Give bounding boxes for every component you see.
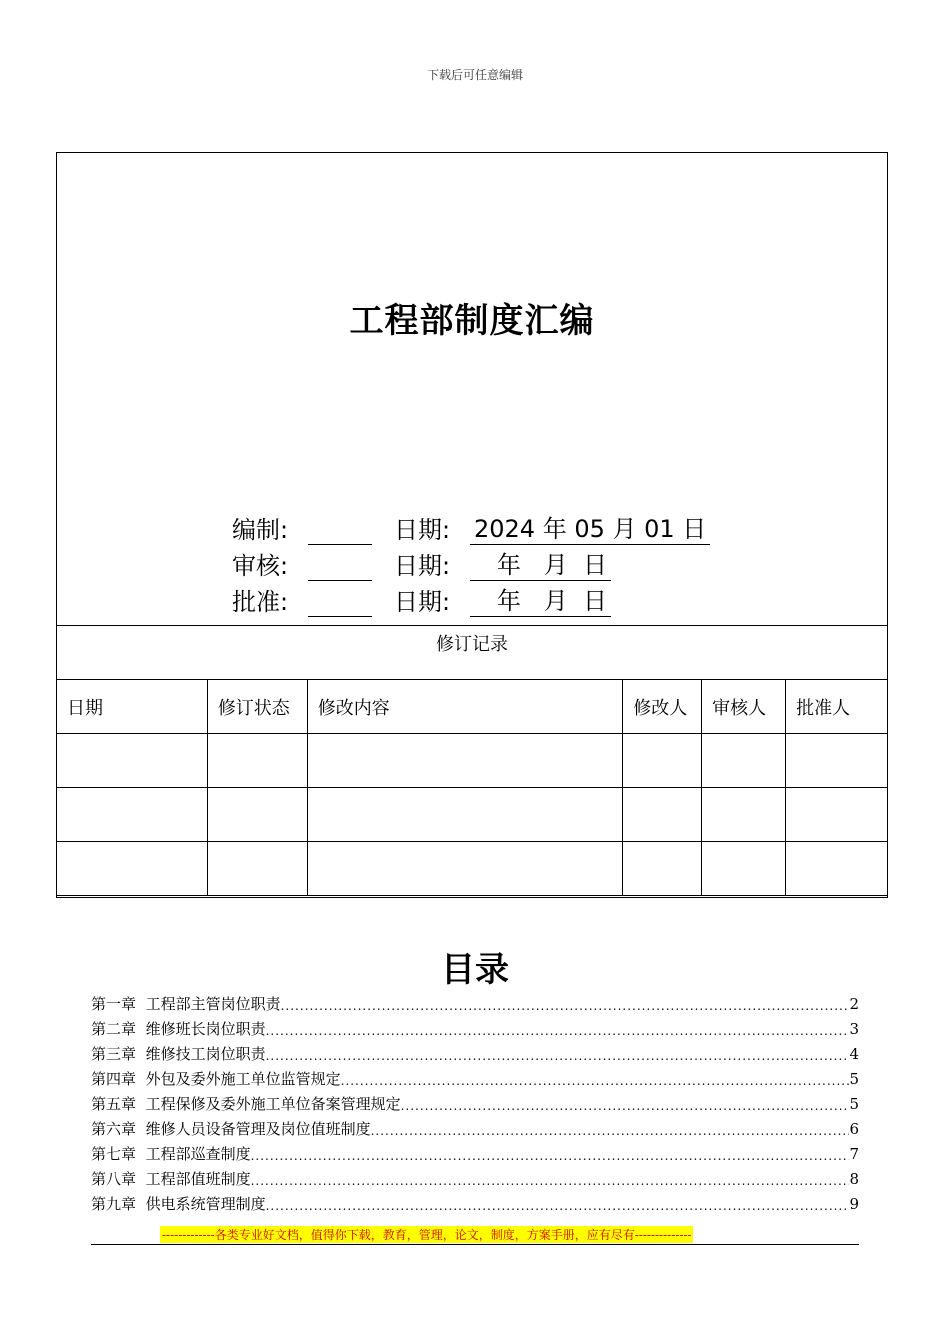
toc-text: 工程部巡查制度 bbox=[145, 1145, 251, 1163]
document-title: 工程部制度汇编 bbox=[349, 301, 595, 341]
column-header-approver: 批准人 bbox=[786, 680, 888, 734]
footer-banner: -------------各类专业好文档，值得你下载，教育，管理，论文，制度，方案手册，应有尽有-------------- bbox=[162, 1228, 692, 1242]
signature-blank bbox=[308, 592, 372, 617]
toc-text: 维修技工岗位职责 bbox=[145, 1045, 266, 1063]
toc-page: 4 bbox=[849, 1044, 859, 1063]
toc-leader-dots bbox=[401, 1099, 849, 1113]
toc-page: 6 bbox=[849, 1119, 859, 1138]
footer-divider bbox=[91, 1244, 859, 1245]
toc-text: 供电系统管理制度 bbox=[145, 1195, 266, 1213]
date-value: 年 月 日 bbox=[470, 581, 611, 617]
toc-text: 外包及委外施工单位监管规定 bbox=[145, 1070, 341, 1088]
table-cell bbox=[623, 842, 702, 896]
table-cell bbox=[702, 788, 786, 842]
toc-leader-dots bbox=[371, 1124, 849, 1138]
table-cell bbox=[207, 788, 307, 842]
toc-item[interactable] bbox=[91, 1091, 859, 1116]
revision-header-row bbox=[57, 680, 888, 734]
toc-leader-dots bbox=[281, 999, 849, 1013]
toc-chapter: 第一章 bbox=[91, 995, 137, 1013]
table-cell bbox=[623, 788, 702, 842]
toc-item[interactable] bbox=[91, 1041, 859, 1066]
date-value: 年 月 日 bbox=[470, 545, 611, 581]
signature-label: 审核: bbox=[232, 552, 289, 580]
table-cell bbox=[307, 734, 623, 788]
table-row bbox=[57, 734, 888, 788]
toc-page: 9 bbox=[849, 1194, 859, 1213]
signature-label: 编制: bbox=[232, 516, 289, 544]
signature-row-approved bbox=[232, 587, 611, 617]
column-header-modifier: 修改人 bbox=[623, 680, 702, 734]
toc-page: 3 bbox=[849, 1019, 859, 1038]
toc-leader-dots bbox=[341, 1074, 849, 1088]
revision-record-title: 修订记录 bbox=[57, 625, 887, 679]
toc-chapter: 第五章 bbox=[91, 1095, 137, 1113]
table-cell bbox=[702, 842, 786, 896]
table-cell bbox=[57, 842, 208, 896]
column-header-reviewer: 审核人 bbox=[702, 680, 786, 734]
table-cell bbox=[786, 734, 888, 788]
toc-leader-dots bbox=[266, 1024, 849, 1038]
table-cell bbox=[307, 788, 623, 842]
toc-leader-dots bbox=[251, 1174, 849, 1188]
toc-chapter: 第九章 bbox=[91, 1195, 137, 1213]
signature-blank bbox=[308, 520, 372, 545]
toc-chapter: 第四章 bbox=[91, 1070, 137, 1088]
toc-page: 5 bbox=[849, 1094, 859, 1113]
toc-item[interactable] bbox=[91, 1166, 859, 1191]
table-cell bbox=[307, 842, 623, 896]
date-label: 日期: bbox=[394, 516, 451, 544]
toc-item[interactable] bbox=[91, 991, 859, 1016]
date-value: 2024 年 05 月 01 日 bbox=[470, 509, 710, 545]
toc-text: 工程保修及委外施工单位备案管理规定 bbox=[145, 1095, 401, 1113]
signature-blank bbox=[308, 556, 372, 581]
toc-page: 2 bbox=[849, 994, 859, 1013]
toc-chapter: 第三章 bbox=[91, 1045, 137, 1063]
revision-table bbox=[56, 679, 888, 896]
toc-text: 工程部主管岗位职责 bbox=[145, 995, 281, 1013]
toc-chapter: 第八章 bbox=[91, 1170, 137, 1188]
column-header-content: 修改内容 bbox=[307, 680, 623, 734]
toc-chapter: 第二章 bbox=[91, 1020, 137, 1038]
table-cell bbox=[207, 842, 307, 896]
toc-title: 目录 bbox=[441, 950, 509, 990]
table-cell bbox=[702, 734, 786, 788]
table-row bbox=[57, 788, 888, 842]
toc-leader-dots bbox=[266, 1199, 849, 1213]
table-row bbox=[57, 842, 888, 896]
table-of-contents bbox=[91, 991, 859, 1216]
table-cell bbox=[207, 734, 307, 788]
toc-item[interactable] bbox=[91, 1191, 859, 1216]
toc-text: 工程部值班制度 bbox=[145, 1170, 251, 1188]
table-cell bbox=[57, 788, 208, 842]
signature-label: 批准: bbox=[232, 588, 289, 616]
toc-item[interactable] bbox=[91, 1066, 859, 1091]
toc-leader-dots bbox=[251, 1149, 849, 1163]
toc-item[interactable] bbox=[91, 1141, 859, 1166]
toc-item[interactable] bbox=[91, 1016, 859, 1041]
table-cell bbox=[786, 842, 888, 896]
toc-page: 5 bbox=[849, 1069, 859, 1088]
date-label: 日期: bbox=[394, 552, 451, 580]
table-cell bbox=[623, 734, 702, 788]
column-header-status: 修订状态 bbox=[207, 680, 307, 734]
column-header-date: 日期 bbox=[57, 680, 208, 734]
toc-chapter: 第七章 bbox=[91, 1145, 137, 1163]
header-note: 下载后可任意编辑 bbox=[426, 68, 523, 82]
toc-text: 维修班长岗位职责 bbox=[145, 1020, 266, 1038]
toc-page: 8 bbox=[849, 1169, 859, 1188]
toc-leader-dots bbox=[266, 1049, 849, 1063]
table-cell bbox=[786, 788, 888, 842]
signature-row-compiled bbox=[232, 515, 710, 545]
toc-item[interactable] bbox=[91, 1116, 859, 1141]
table-cell bbox=[57, 734, 208, 788]
signature-row-reviewed bbox=[232, 551, 611, 581]
toc-page: 7 bbox=[849, 1144, 859, 1163]
date-label: 日期: bbox=[394, 588, 451, 616]
toc-text: 维修人员设备管理及岗位值班制度 bbox=[145, 1120, 371, 1138]
cover-frame bbox=[56, 152, 888, 898]
toc-chapter: 第六章 bbox=[91, 1120, 137, 1138]
